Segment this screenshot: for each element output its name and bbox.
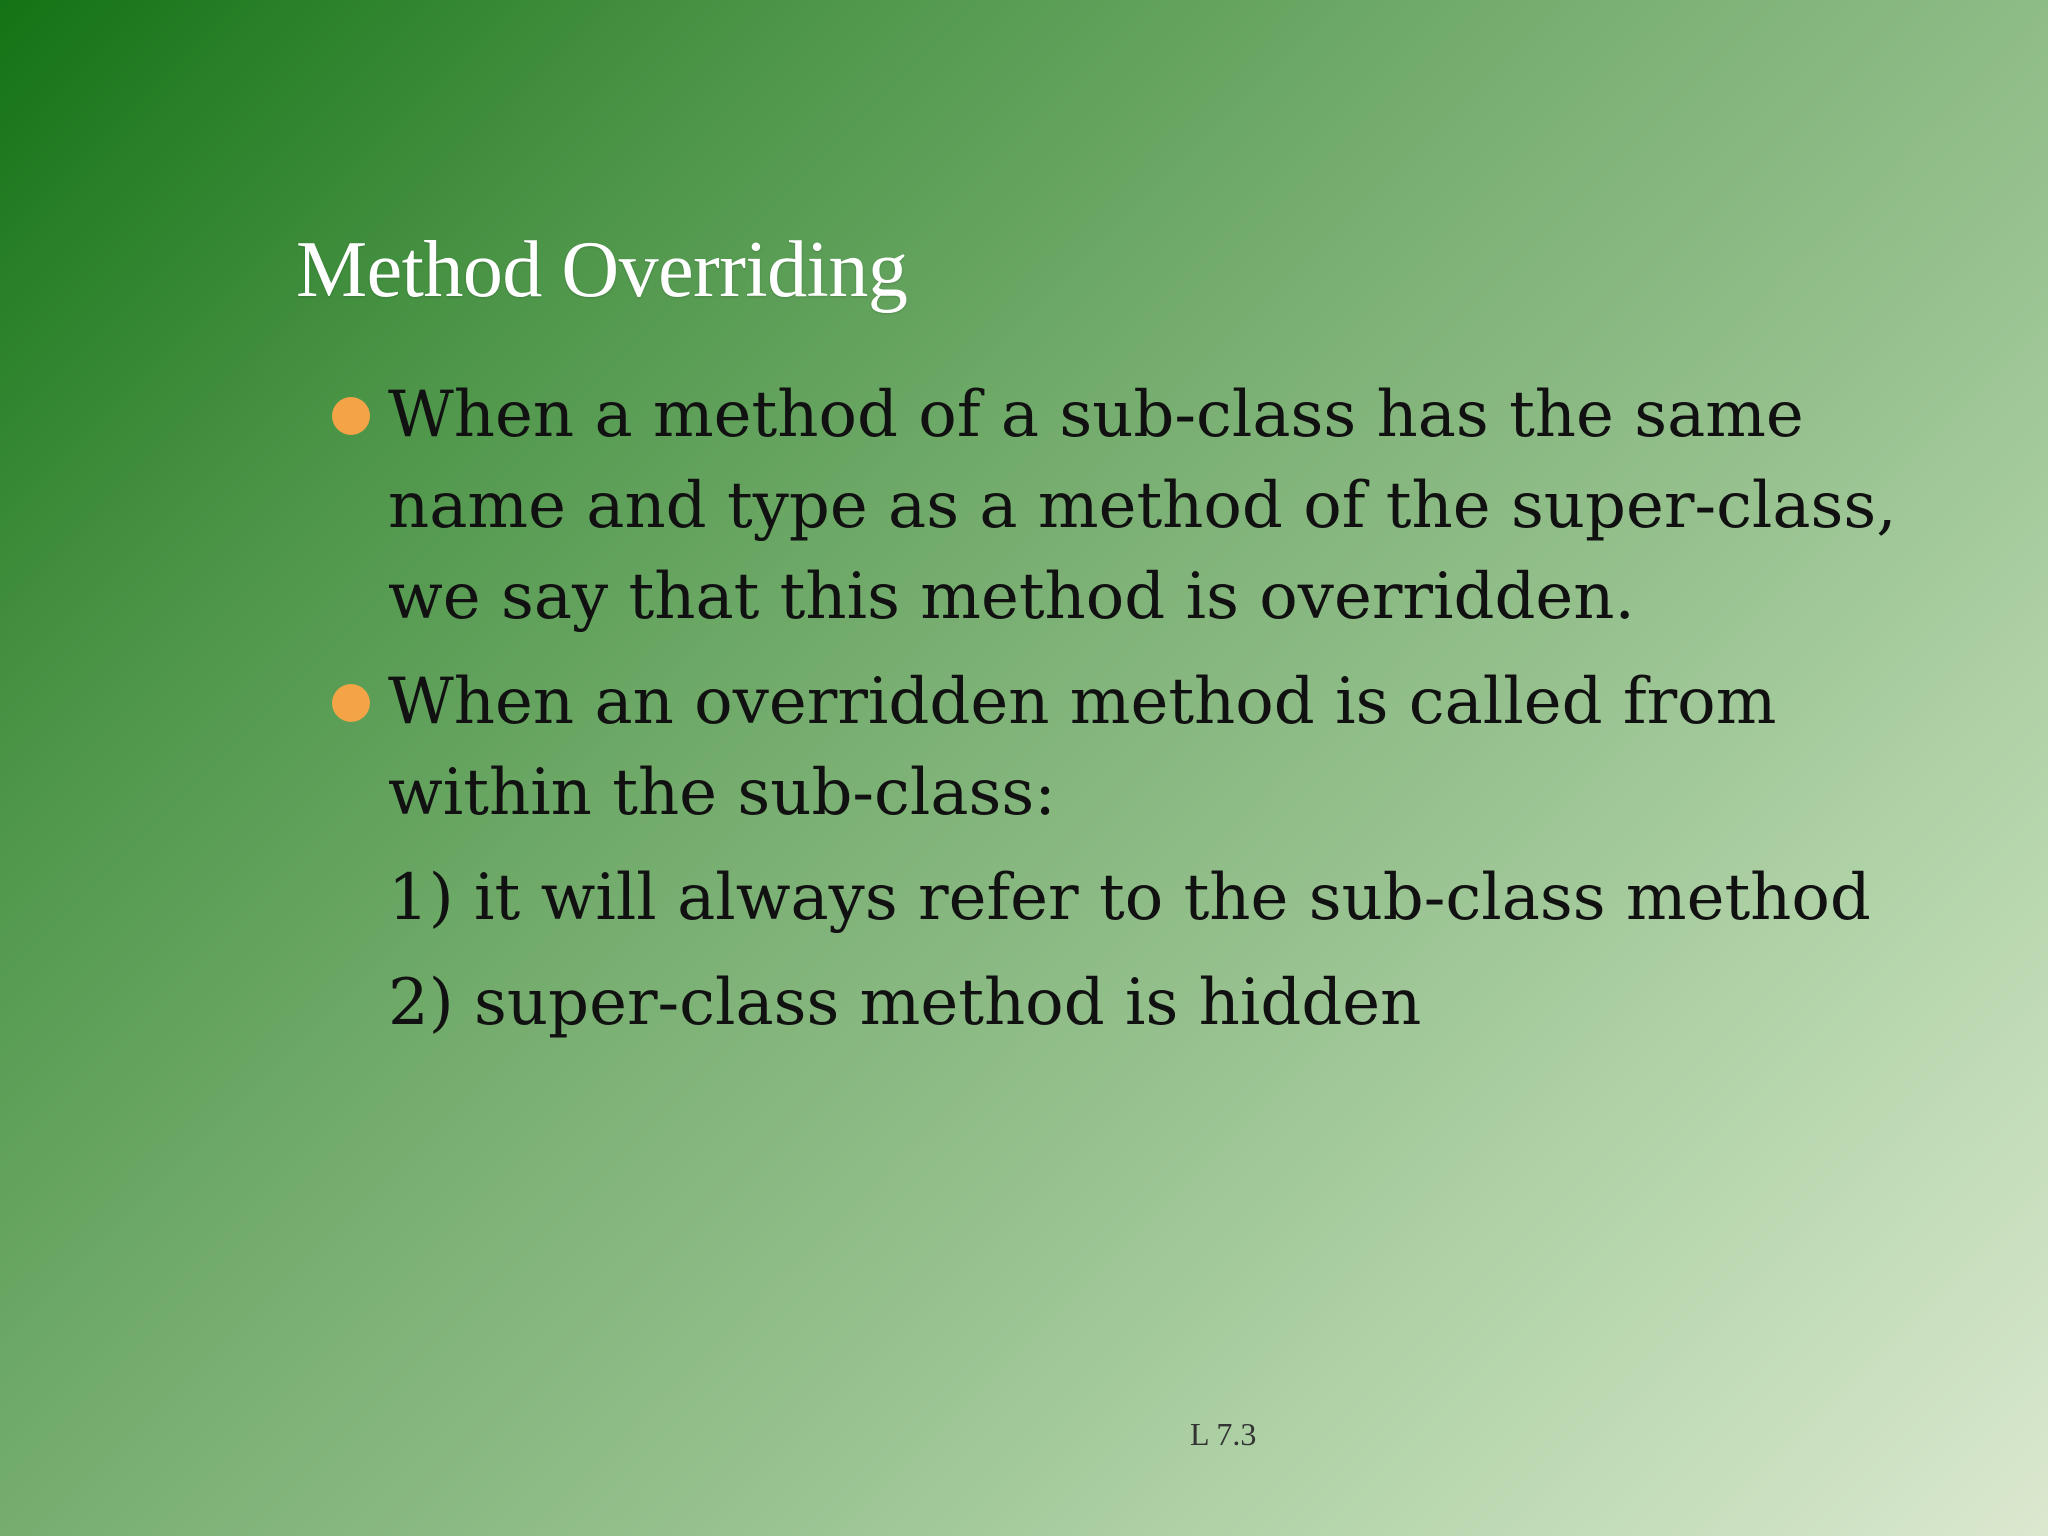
orange-bullet-icon <box>332 397 370 435</box>
bullet-2-line-1: When an overridden method is called from <box>388 665 1777 739</box>
slide-content <box>388 370 1968 1063</box>
orange-bullet-icon <box>332 684 370 722</box>
numbered-item-2: 2) super-class method is hidden <box>388 966 1422 1040</box>
bullet-1-line-3: we say that this method is overridden. <box>388 560 1635 634</box>
bullet-item-1 <box>388 370 1968 643</box>
slide-footer: L 7.3 <box>1190 1416 1257 1452</box>
bullet-1-line-2: name and type as a method of the super-class, <box>388 469 1897 543</box>
bullet-1-line-1: When a method of a sub-class has the same <box>388 378 1804 452</box>
bullet-2-line-2: within the sub-class: <box>388 756 1056 830</box>
bullet-item-2 <box>388 657 1968 839</box>
slide-title: Method Overriding <box>296 226 908 314</box>
numbered-item-1: 1) it will always refer to the sub-class method <box>388 861 1871 935</box>
